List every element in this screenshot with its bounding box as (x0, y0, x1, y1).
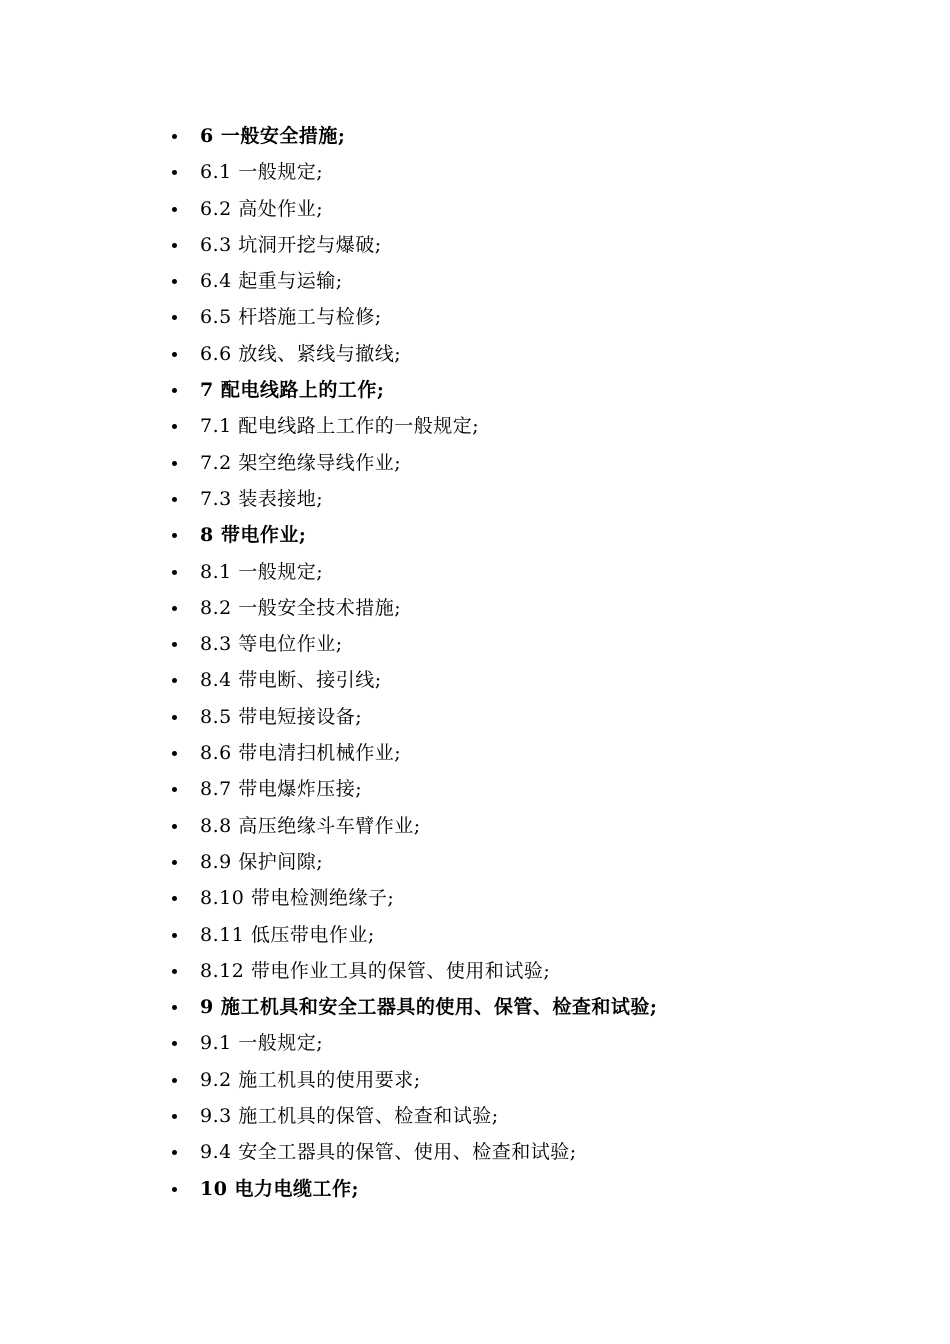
toc-list-item (168, 445, 888, 481)
bullet-icon (172, 1150, 177, 1155)
bullet-icon (172, 860, 177, 865)
toc-item-label: 9.3 施工机具的保管、检查和试验; (200, 1105, 499, 1128)
toc-item-label: 8.5 带电短接设备; (200, 705, 363, 728)
bullet-icon (172, 606, 177, 611)
toc-list-item (168, 662, 888, 698)
toc-heading-item (168, 118, 888, 154)
bullet-icon (172, 352, 177, 357)
toc-item-label: 8.9 保护间隙; (200, 850, 324, 873)
toc-list-item (168, 1134, 888, 1170)
toc-item-label: 6.3 坑洞开挖与爆破; (200, 233, 382, 256)
bullet-icon (172, 642, 177, 647)
toc-heading-label: 7 配电线路上的工作; (200, 379, 385, 402)
toc-item-label: 8.11 低压带电作业; (200, 923, 375, 946)
bullet-icon (172, 461, 177, 466)
bullet-icon (172, 1187, 177, 1192)
bullet-icon (172, 1005, 177, 1010)
toc-list-item (168, 408, 888, 444)
toc-list-item (168, 590, 888, 626)
toc-list-item (168, 735, 888, 771)
toc-heading-item (168, 372, 888, 408)
toc-item-label: 8.12 带电作业工具的保管、使用和试验; (200, 959, 551, 982)
bullet-icon (172, 533, 177, 538)
bullet-icon (172, 715, 177, 720)
toc-item-label: 8.7 带电爆炸压接; (200, 778, 363, 801)
bullet-icon (172, 1078, 177, 1083)
toc-list-item (168, 844, 888, 880)
bullet-icon (172, 170, 177, 175)
toc-item-label: 8.6 带电清扫机械作业; (200, 742, 402, 765)
toc-heading-item (168, 989, 888, 1025)
bullet-icon (172, 134, 177, 139)
bullet-icon (172, 570, 177, 575)
toc-list-item (168, 953, 888, 989)
bullet-icon (172, 824, 177, 829)
table-of-contents (168, 118, 888, 1207)
toc-list-item (168, 263, 888, 299)
toc-item-label: 7.2 架空绝缘导线作业; (200, 451, 402, 474)
toc-item-label: 6.6 放线、紧线与撤线; (200, 342, 402, 365)
toc-heading-label: 9 施工机具和安全工器具的使用、保管、检查和试验; (200, 996, 658, 1019)
bullet-icon (172, 243, 177, 248)
toc-list-item (168, 1062, 888, 1098)
bullet-icon (172, 497, 177, 502)
toc-list-item (168, 191, 888, 227)
toc-list-item (168, 481, 888, 517)
toc-item-label: 9.4 安全工器具的保管、使用、检查和试验; (200, 1141, 577, 1164)
toc-item-label: 9.2 施工机具的使用要求; (200, 1068, 421, 1091)
bullet-icon (172, 969, 177, 974)
bullet-icon (172, 1041, 177, 1046)
toc-heading-item (168, 1171, 888, 1207)
toc-item-label: 7.3 装表接地; (200, 487, 324, 510)
toc-list-item (168, 1098, 888, 1134)
toc-heading-label: 8 带电作业; (200, 524, 307, 547)
toc-item-label: 8.4 带电断、接引线; (200, 669, 382, 692)
toc-item-label: 9.1 一般规定; (200, 1032, 324, 1055)
toc-item-label: 8.8 高压绝缘斗车臂作业; (200, 814, 421, 837)
bullet-icon (172, 933, 177, 938)
bullet-icon (172, 678, 177, 683)
toc-item-label: 6.2 高处作业; (200, 197, 324, 220)
toc-list-item (168, 336, 888, 372)
toc-item-label: 6.4 起重与运输; (200, 270, 343, 293)
bullet-icon (172, 279, 177, 284)
toc-item-label: 7.1 配电线路上工作的一般规定; (200, 415, 480, 438)
toc-heading-label: 6 一般安全措施; (200, 125, 346, 147)
bullet-icon (172, 1114, 177, 1119)
bullet-icon (172, 207, 177, 212)
bullet-icon (172, 388, 177, 393)
toc-list-item (168, 699, 888, 735)
toc-list-item (168, 771, 888, 807)
bullet-icon (172, 424, 177, 429)
bullet-icon (172, 787, 177, 792)
toc-list-item (168, 917, 888, 953)
toc-list-item (168, 554, 888, 590)
bullet-icon (172, 896, 177, 901)
toc-list-item (168, 299, 888, 335)
toc-item-label: 8.10 带电检测绝缘子; (200, 887, 395, 910)
toc-list-item (168, 808, 888, 844)
bullet-icon (172, 315, 177, 320)
toc-list-item (168, 880, 888, 916)
toc-heading-label: 10 电力电缆工作; (200, 1177, 360, 1200)
toc-item-label: 8.1 一般规定; (200, 560, 324, 583)
toc-list-item (168, 227, 888, 263)
bullet-icon (172, 751, 177, 756)
toc-item-label: 6.5 杆塔施工与检修; (200, 306, 382, 329)
toc-item-label: 8.3 等电位作业; (200, 633, 343, 656)
toc-item-label: 8.2 一般安全技术措施; (200, 596, 402, 619)
toc-item-label: 6.1 一般规定; (200, 161, 324, 184)
toc-heading-item (168, 517, 888, 553)
toc-list-item (168, 154, 888, 190)
toc-list-item (168, 626, 888, 662)
toc-list-item (168, 1025, 888, 1061)
